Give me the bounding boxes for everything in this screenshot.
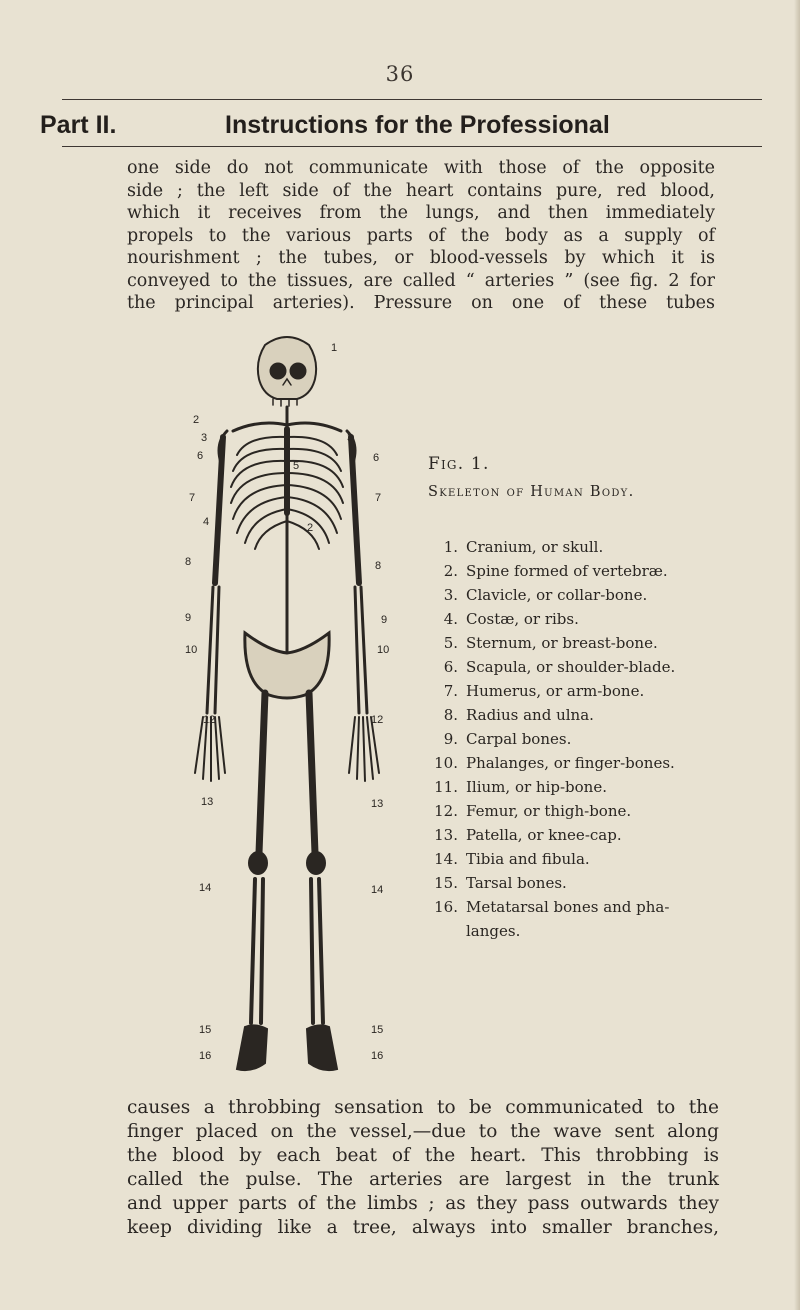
callout-label: 1 (331, 342, 338, 354)
legend-number: 5. (443, 634, 458, 652)
text-line: and upper parts of the limbs ; as they pass outwards they (127, 1193, 719, 1214)
legend-item (428, 727, 728, 751)
legend-label: Tibia and fibula. (466, 850, 590, 868)
legend-number: 15. (434, 874, 458, 892)
callout-label: 16 (199, 1050, 212, 1062)
text-line: the principal arteries). Pressure on one of these tubes (127, 293, 715, 313)
legend-label: Sternum, or breast-bone. (466, 634, 658, 652)
callout-label: 2 (193, 414, 200, 426)
part-label: Part II. (40, 111, 117, 139)
header-title: Instructions for the Professional (225, 111, 610, 139)
text-line: keep dividing like a tree, always into smaller branches, (127, 1217, 719, 1238)
callout-label: 15 (371, 1024, 384, 1036)
legend-item (428, 895, 728, 919)
legend-number: 9. (443, 730, 458, 748)
legend-label: Radius and ulna. (466, 706, 594, 724)
text-line: called the pulse. The arteries are largest in the trunk (127, 1169, 719, 1190)
text-line: side ; the left side of the heart contains pure, red blood, (127, 180, 715, 201)
legend-label: Metatarsal bones and pha- (466, 898, 670, 916)
skeleton-illustration (185, 333, 390, 1088)
figure-subtitle: Skeleton of Human Body. (428, 484, 635, 500)
callout-label: 7 (189, 492, 196, 504)
text-line: conveyed to the tissues, are called “ arteries ” (see fig. 2 for (127, 270, 715, 291)
legend-item (428, 703, 728, 727)
legend-item (428, 871, 728, 895)
legend-label: Spine formed of vertebræ. (466, 562, 668, 580)
text-line: one side do not communicate with those of the opposite (127, 158, 715, 178)
header-rule (62, 146, 762, 147)
page-number: 36 (385, 62, 415, 86)
callout-label: 6 (373, 452, 380, 464)
legend-label: Scapula, or shoulder-blade. (466, 658, 676, 676)
legend-number: 8. (443, 706, 458, 724)
legend-number: 11. (434, 778, 458, 796)
legend-item (428, 847, 728, 871)
top-rule (62, 99, 762, 100)
legend-item (428, 583, 728, 607)
legend-number: 12. (434, 802, 458, 820)
callout-label: 7 (375, 492, 382, 504)
legend-label: Humerus, or arm-bone. (466, 682, 645, 700)
legend-item-continuation: langes. (466, 922, 521, 940)
legend-number: 10. (434, 754, 458, 772)
text-line: propels to the various parts of the body as a supply of (127, 225, 715, 246)
legend-item (428, 655, 728, 679)
callout-label: 3 (347, 432, 354, 444)
callout-label: 6 (197, 450, 204, 462)
legend-label: Tarsal bones. (466, 874, 567, 892)
legend-item (428, 775, 728, 799)
callout-label: 13 (201, 796, 214, 808)
legend-label: Clavicle, or collar-bone. (466, 586, 648, 604)
legend-item (428, 607, 728, 631)
legend-label: Phalanges, or finger-bones. (466, 754, 675, 772)
callout-label: 12 (371, 714, 384, 726)
legend-item (428, 823, 728, 847)
figure-legend (428, 535, 728, 943)
legend-number: 6. (443, 658, 458, 676)
skeleton-figure (185, 333, 390, 1088)
legend-number: 13. (434, 826, 458, 844)
callout-label: 2 (307, 522, 314, 534)
figure-title: Fig. 1. (428, 454, 490, 474)
legend-number: 4. (443, 610, 458, 628)
callout-label: 15 (199, 1024, 212, 1036)
legend-item (428, 559, 728, 583)
legend-number: 7. (443, 682, 458, 700)
callout-label: 10 (377, 644, 390, 656)
text-line: finger placed on the vessel,—due to the wave sent along (127, 1121, 719, 1142)
legend-item (428, 751, 728, 775)
legend-number: 14. (434, 850, 458, 868)
legend-item (428, 631, 728, 655)
text-line: nourishment ; the tubes, or blood-vessels by which it is (127, 248, 715, 268)
callout-label: 14 (371, 884, 384, 896)
callout-label: 3 (201, 432, 208, 444)
legend-number: 1. (443, 538, 458, 556)
legend-label: Patella, or knee-cap. (466, 826, 622, 844)
paragraph-top (127, 157, 715, 315)
legend-item (428, 799, 728, 823)
page-edge-shadow (794, 0, 800, 1310)
callout-label: 14 (199, 882, 212, 894)
legend-label: Femur, or thigh-bone. (466, 802, 632, 820)
text-line: causes a throbbing sensation to be communicated to the (127, 1097, 719, 1118)
legend-item (428, 535, 728, 559)
running-header (40, 111, 760, 147)
legend-label: Costæ, or ribs. (466, 610, 579, 628)
legend-label: Ilium, or hip-bone. (466, 778, 607, 796)
text-line: the blood by each beat of the heart. This throbbing is (127, 1145, 719, 1166)
paragraph-bottom (127, 1096, 719, 1240)
callout-label: 16 (371, 1050, 384, 1062)
legend-label: Cranium, or skull. (466, 538, 604, 556)
text-line: which it receives from the lungs, and then immediately (127, 203, 715, 223)
callout-label: 4 (203, 516, 210, 528)
callout-label: 10 (185, 644, 198, 656)
callout-label: 8 (375, 560, 382, 572)
legend-number: 3. (443, 586, 458, 604)
legend-number: 2. (443, 562, 458, 580)
callout-label: 5 (293, 460, 300, 472)
legend-item (428, 679, 728, 703)
callout-label: 9 (381, 614, 388, 626)
callout-label: 9 (185, 612, 192, 624)
legend-label: Carpal bones. (466, 730, 572, 748)
callout-label: 8 (185, 556, 192, 568)
callout-label: 13 (371, 798, 384, 810)
legend-number: 16. (434, 898, 458, 916)
callout-label: 12 (203, 714, 216, 726)
